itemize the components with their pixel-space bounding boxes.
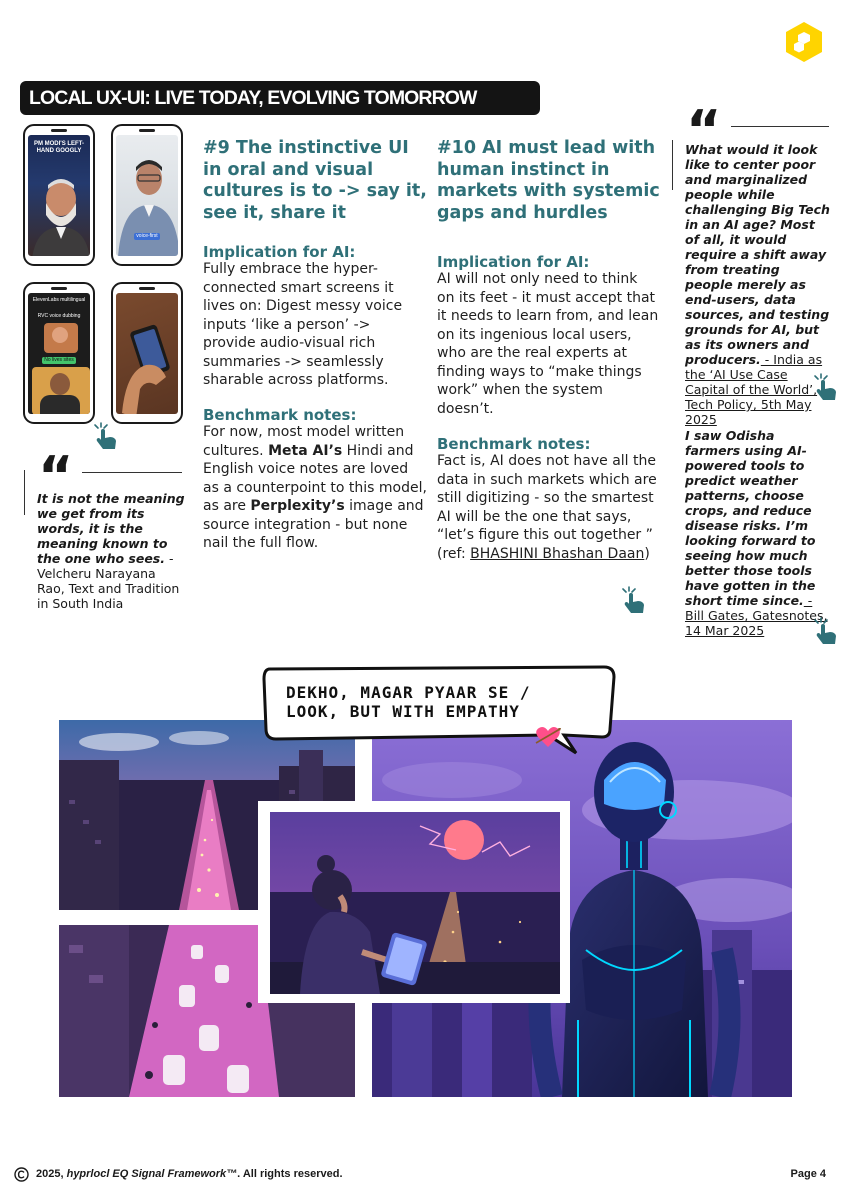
section-10-benchmark-heading: Benchmark notes: <box>437 435 591 453</box>
bhashini-link[interactable]: BHASHINI Bhashan Daan <box>470 545 645 562</box>
phone-badge: No lives sites <box>42 357 76 364</box>
quote-mark-icon: “ <box>686 99 722 162</box>
section-10-implication-text: AI will not only need to think on its feet - it must accept that it needs to learn from, and lean on its ingenious local users, who are the real experts at finding ways to “make things work” when the system doesn’t. <box>437 271 659 417</box>
bubble-line-2: LOOK, BUT WITH EMPATHY <box>286 702 520 721</box>
section-10-benchmark-text <box>437 452 659 563</box>
page-number: Page 4 <box>790 1168 826 1180</box>
copyright-icon <box>14 1167 29 1182</box>
footer-text: . All rights reserved. <box>237 1168 343 1180</box>
phone-mockup-modi <box>23 124 95 266</box>
bench-text: Hindi and English voice notes are loved as a counterpoint to this model, as are <box>203 442 427 514</box>
phone-caption: PM MODI'S LEFT-HAND GOOGLY <box>33 141 85 154</box>
section-9-title: #9 The instinctive UI in oral and visual cultures is to -> say it, see it, share it <box>203 138 427 223</box>
quote-left <box>37 491 187 611</box>
bench-text: ) <box>644 545 650 562</box>
hand-tap-icon <box>92 421 120 451</box>
heart-arrow-icon <box>534 725 562 749</box>
bench-text: Fact is, AI does not have all the data in such markets which are still digitizing - so the smartest AI will be the one that says, “let’s figure this out together ” (ref: <box>437 453 657 562</box>
quote-attribution-link[interactable]: - Bill Gates, Gatesnotes, 14 Mar 2025 <box>685 593 828 638</box>
phone-mockup-dubbing <box>23 282 95 424</box>
footer-text: 2025, <box>36 1168 67 1180</box>
phone-caption: voice-first <box>134 233 160 240</box>
phone-caption: ElevenLabs multilingual <box>32 297 86 303</box>
speech-bubble-text <box>286 683 531 721</box>
page-title: LOCAL UX-UI: LIVE TODAY, EVOLVING TOMORROW <box>20 81 540 115</box>
section-9-benchmark-text <box>203 423 428 553</box>
quote-right-1 <box>685 142 830 427</box>
bench-perplexity: Perplexity’s <box>250 498 345 514</box>
section-10-title: #10 AI must lead with human instinct in markets with systemic gaps and hurdles <box>437 138 660 223</box>
quote-rule <box>82 472 182 473</box>
hexagon-logo-icon <box>782 20 826 64</box>
bench-meta-ai: Meta AI’s <box>268 442 343 459</box>
quote-attribution: - Velcheru Narayana Rao, Text and Tradition in South India <box>37 551 180 611</box>
quote-rule <box>672 140 673 190</box>
footer-copyright <box>36 1168 343 1180</box>
bubble-line-1: DEKHO, MAGAR PYAAR SE / <box>286 683 531 702</box>
quote-text: It is not the meaning we get from its words, it is the meaning known to the one who sees. <box>37 491 185 566</box>
section-9-implication-text: Fully embrace the hyper-connected smart screens it lives on: Digest messy voice inputs ‘like a person’ -> provide audio-visual rich summaries -> seamlessly sharable across platforms. <box>203 261 403 388</box>
footer-brand: hyprlocl EQ Signal Framework™ <box>66 1168 238 1180</box>
phone-mockup-hand <box>111 282 183 424</box>
section-9-implication-heading: Implication for AI: <box>203 243 356 261</box>
quote-attribution-link[interactable]: - India as the ‘AI Use Case Capital of the World’, Tech Policy, 5th May 2025 <box>685 352 823 427</box>
quote-right-2 <box>685 428 830 638</box>
quote-text: What would it look like to center poor and marginalized people while challenging Big Tech in an AI age? Most of all, it would require a shift away from treating people merely as end-users, data sources, and testing grounds for AI, but as its owners and producers. <box>685 142 830 367</box>
section-10-implication-heading: Implication for AI: <box>437 253 590 271</box>
bench-text: image and source integration - but none nail the full flow. <box>203 498 424 551</box>
quote-rule <box>731 126 829 127</box>
hand-tap-icon <box>812 372 840 402</box>
bench-text: For now, most model written cultures. <box>203 424 405 459</box>
speech-bubble <box>258 663 626 755</box>
comic-panel-girl-tablet <box>270 812 560 994</box>
section-9-benchmark-heading: Benchmark notes: <box>203 406 357 424</box>
quote-rule <box>24 470 25 515</box>
quote-mark-icon: “ <box>38 445 74 508</box>
hand-tap-icon <box>620 585 648 615</box>
phone-caption: RVC voice dubbing <box>37 313 81 319</box>
phone-mockup-voice <box>111 124 183 266</box>
hand-tap-icon <box>812 616 840 646</box>
quote-text: I saw Odisha farmers using AI-powered tools to predict weather patterns, choose crops, and reduce disease risks. I’m looking forward to seeing how much better those tools have gotten in the short time since. <box>685 428 816 608</box>
